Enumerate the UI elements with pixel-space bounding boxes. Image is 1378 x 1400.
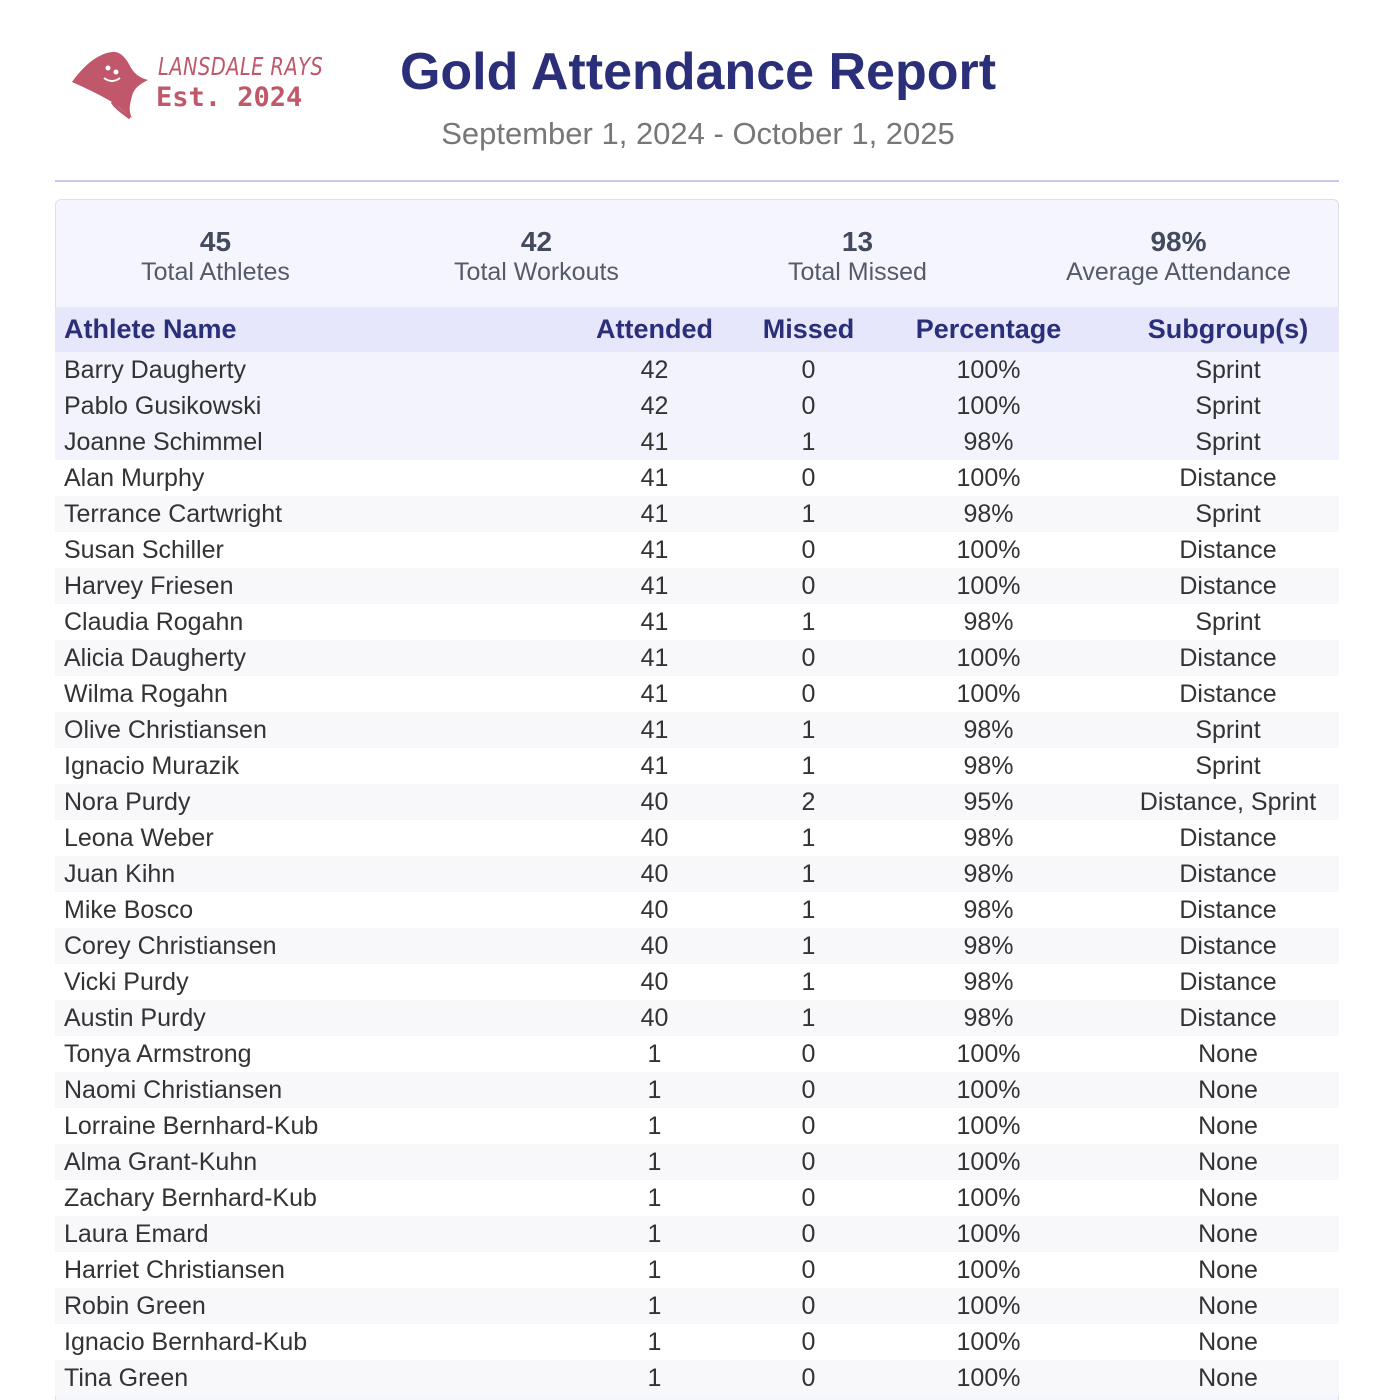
stat-average-attendance [1018, 226, 1339, 286]
subgroups-cell: Distance [1117, 676, 1339, 712]
athlete-name-cell: Olive Christiansen [55, 712, 552, 748]
percentage-cell: 100% [860, 352, 1117, 388]
athlete-name-cell: Harriet Christiansen [55, 1252, 552, 1288]
header-divider [55, 180, 1339, 182]
stat-label: Average Attendance [1066, 258, 1291, 286]
attended-cell: 41 [552, 748, 757, 784]
athlete-name-cell: Susan Schiller [55, 532, 552, 568]
missed-cell: 0 [757, 1144, 860, 1180]
table-row [55, 1036, 1339, 1072]
athlete-name-cell: Juan Kihn [55, 856, 552, 892]
percentage-cell: 100% [860, 568, 1117, 604]
subgroups-cell: Distance [1117, 568, 1339, 604]
summary-stats [55, 226, 1339, 286]
stat-value: 45 [199, 226, 232, 257]
athlete-name-cell: Wilma Rogahn [55, 676, 552, 712]
attended-cell: 40 [552, 892, 757, 928]
percentage-cell: 98% [860, 604, 1117, 640]
table-row [55, 640, 1339, 676]
athlete-name-cell: Laura Emard [55, 1216, 552, 1252]
attended-cell: 42 [552, 388, 757, 424]
table-row [55, 1144, 1339, 1180]
stat-label: Total Missed [788, 258, 927, 286]
athlete-name-cell: Pablo Gusikowski [55, 388, 552, 424]
table-row [55, 388, 1339, 424]
athlete-name-cell: Alicia Daugherty [55, 640, 552, 676]
attended-cell: 1 [552, 1036, 757, 1072]
stat-total-workouts [376, 226, 697, 286]
subgroups-cell: Distance [1117, 892, 1339, 928]
percentage-cell: 100% [860, 388, 1117, 424]
subgroups-cell: None [1117, 1360, 1339, 1396]
percentage-cell: 98% [860, 820, 1117, 856]
percentage-cell: 98% [860, 1000, 1117, 1036]
table-row [55, 460, 1339, 496]
table-row [55, 568, 1339, 604]
table-row [55, 532, 1339, 568]
percentage-cell: 100% [860, 460, 1117, 496]
column-header-missed: Missed [762, 314, 855, 344]
table-header-row [55, 307, 1339, 352]
table-row [55, 856, 1339, 892]
attended-cell: 41 [552, 604, 757, 640]
missed-cell: 2 [757, 784, 860, 820]
percentage-cell: 100% [860, 1036, 1117, 1072]
subgroups-cell: Sprint [1117, 424, 1339, 460]
athlete-name-cell: Mike Bosco [55, 892, 552, 928]
table-row [55, 1180, 1339, 1216]
missed-cell: 0 [757, 352, 860, 388]
attended-cell: 41 [552, 532, 757, 568]
attended-cell: 1 [552, 1216, 757, 1252]
subgroups-cell: Distance [1117, 460, 1339, 496]
percentage-cell: 100% [860, 1360, 1117, 1396]
attended-cell: 40 [552, 964, 757, 1000]
athlete-name-cell: Ignacio Bernhard-Kub [55, 1324, 552, 1360]
subgroups-cell: Sprint [1117, 496, 1339, 532]
athlete-name-cell: Vicki Purdy [55, 964, 552, 1000]
missed-cell: 0 [757, 1108, 860, 1144]
subgroups-cell: Distance, Sprint [1117, 784, 1339, 820]
table-row [55, 820, 1339, 856]
report-title: Gold Attendance Report [399, 43, 997, 101]
column-header-percentage: Percentage [915, 314, 1062, 344]
stat-value: 13 [841, 226, 874, 257]
attended-cell: 41 [552, 712, 757, 748]
missed-cell: 0 [757, 1252, 860, 1288]
column-header-athlete-name: Athlete Name [64, 314, 237, 344]
missed-cell: 1 [757, 424, 860, 460]
subgroups-cell: None [1117, 1180, 1339, 1216]
missed-cell: 0 [757, 1216, 860, 1252]
table-row [55, 1216, 1339, 1252]
athlete-name-cell: Naomi Christiansen [55, 1072, 552, 1108]
table-row [55, 712, 1339, 748]
missed-cell: 1 [757, 712, 860, 748]
percentage-cell: 100% [860, 1252, 1117, 1288]
stat-value: 42 [520, 226, 553, 257]
percentage-cell: 98% [860, 712, 1117, 748]
percentage-cell: 100% [860, 676, 1117, 712]
missed-cell: 0 [757, 676, 860, 712]
percentage-cell: 100% [860, 1324, 1117, 1360]
table-row [55, 496, 1339, 532]
athlete-name-cell: Alan Murphy [55, 460, 552, 496]
attended-cell: 41 [552, 568, 757, 604]
attended-cell: 1 [552, 1108, 757, 1144]
missed-cell: 1 [757, 748, 860, 784]
stat-total-missed [697, 226, 1018, 286]
athlete-name-cell: Claudia Rogahn [55, 604, 552, 640]
attended-cell: 41 [552, 676, 757, 712]
athlete-name-cell: Lorraine Bernhard-Kub [55, 1108, 552, 1144]
logo-established: Est. 2024 [156, 82, 303, 113]
percentage-cell: 98% [860, 964, 1117, 1000]
attended-cell: 40 [552, 820, 757, 856]
percentage-cell: 98% [860, 856, 1117, 892]
attended-cell: 1 [552, 1288, 757, 1324]
missed-cell: 0 [757, 1288, 860, 1324]
subgroups-cell: None [1117, 1108, 1339, 1144]
percentage-cell: 100% [860, 640, 1117, 676]
percentage-cell: 98% [860, 748, 1117, 784]
attended-cell: 41 [552, 424, 757, 460]
subgroups-cell: None [1117, 1216, 1339, 1252]
percentage-cell: 95% [860, 784, 1117, 820]
athlete-name-cell: Joanne Schimmel [55, 424, 552, 460]
table-row [55, 1252, 1339, 1288]
stat-value: 98% [1150, 226, 1207, 257]
subgroups-cell: None [1117, 1252, 1339, 1288]
stat-total-athletes [55, 226, 376, 286]
attended-cell: 40 [552, 1000, 757, 1036]
athlete-name-cell: Robin Green [55, 1288, 552, 1324]
percentage-cell: 98% [860, 496, 1117, 532]
missed-cell: 0 [757, 388, 860, 424]
subgroups-cell: Sprint [1117, 352, 1339, 388]
attended-cell: 1 [552, 1360, 757, 1396]
missed-cell: 1 [757, 928, 860, 964]
missed-cell: 1 [757, 964, 860, 1000]
table-row [55, 604, 1339, 640]
athlete-name-cell: Austin Purdy [55, 1000, 552, 1036]
missed-cell: 0 [757, 1180, 860, 1216]
table-row [55, 892, 1339, 928]
subgroups-cell: Sprint [1117, 748, 1339, 784]
attended-cell: 1 [552, 1144, 757, 1180]
athlete-name-cell: Corey Christiansen [55, 928, 552, 964]
missed-cell: 0 [757, 1036, 860, 1072]
attended-cell: 1 [552, 1252, 757, 1288]
missed-cell: 0 [757, 568, 860, 604]
table-row [55, 964, 1339, 1000]
subgroups-cell: None [1117, 1288, 1339, 1324]
attended-cell: 40 [552, 856, 757, 892]
athlete-name-cell: Tonya Armstrong [55, 1036, 552, 1072]
athlete-name-cell: Barry Daugherty [55, 352, 552, 388]
report-date-range: September 1, 2024 - October 1, 2025 [441, 116, 955, 151]
missed-cell: 1 [757, 496, 860, 532]
athlete-name-cell: Tina Green [55, 1360, 552, 1396]
missed-cell: 0 [757, 1324, 860, 1360]
table-body [55, 352, 1339, 1396]
table-row [55, 1324, 1339, 1360]
subgroups-cell: None [1117, 1072, 1339, 1108]
subgroups-cell: Sprint [1117, 712, 1339, 748]
table-row [55, 352, 1339, 388]
athlete-name-cell: Alma Grant-Kuhn [55, 1144, 552, 1180]
missed-cell: 1 [757, 604, 860, 640]
table-row [55, 424, 1339, 460]
percentage-cell: 100% [860, 1072, 1117, 1108]
percentage-cell: 100% [860, 1144, 1117, 1180]
attended-cell: 1 [552, 1324, 757, 1360]
subgroups-cell: None [1117, 1324, 1339, 1360]
athlete-name-cell: Harvey Friesen [55, 568, 552, 604]
percentage-cell: 100% [860, 1108, 1117, 1144]
subgroups-cell: Distance [1117, 532, 1339, 568]
percentage-cell: 100% [860, 1288, 1117, 1324]
column-header-attended: Attended [596, 314, 713, 344]
missed-cell: 0 [757, 460, 860, 496]
athlete-name-cell: Ignacio Murazik [55, 748, 552, 784]
table-row [55, 1072, 1339, 1108]
logo-team-name: LANSDALE RAYS [158, 52, 324, 81]
attended-cell: 41 [552, 460, 757, 496]
table-row [55, 748, 1339, 784]
athlete-name-cell: Leona Weber [55, 820, 552, 856]
subgroups-cell: Distance [1117, 640, 1339, 676]
table-row [55, 1360, 1339, 1396]
percentage-cell: 98% [860, 424, 1117, 460]
missed-cell: 0 [757, 1072, 860, 1108]
athlete-name-cell: Terrance Cartwright [55, 496, 552, 532]
attended-cell: 41 [552, 640, 757, 676]
athlete-name-cell: Zachary Bernhard-Kub [55, 1180, 552, 1216]
subgroups-cell: None [1117, 1036, 1339, 1072]
subgroups-cell: Distance [1117, 964, 1339, 1000]
subgroups-cell: Distance [1117, 1000, 1339, 1036]
table-row [55, 1000, 1339, 1036]
missed-cell: 0 [757, 532, 860, 568]
missed-cell: 1 [757, 892, 860, 928]
table-row [55, 1288, 1339, 1324]
stat-label: Total Workouts [454, 258, 619, 286]
attended-cell: 40 [552, 784, 757, 820]
percentage-cell: 100% [860, 1216, 1117, 1252]
table-row [55, 928, 1339, 964]
subgroups-cell: None [1117, 1144, 1339, 1180]
percentage-cell: 100% [860, 1180, 1117, 1216]
missed-cell: 1 [757, 1000, 860, 1036]
attended-cell: 41 [552, 496, 757, 532]
table-row [55, 784, 1339, 820]
attended-cell: 1 [552, 1072, 757, 1108]
percentage-cell: 98% [860, 928, 1117, 964]
subgroups-cell: Sprint [1117, 388, 1339, 424]
missed-cell: 0 [757, 640, 860, 676]
missed-cell: 1 [757, 856, 860, 892]
attendance-table [55, 307, 1339, 1396]
subgroups-cell: Sprint [1117, 604, 1339, 640]
table-row [55, 676, 1339, 712]
attended-cell: 1 [552, 1180, 757, 1216]
attended-cell: 42 [552, 352, 757, 388]
percentage-cell: 98% [860, 892, 1117, 928]
attended-cell: 40 [552, 928, 757, 964]
percentage-cell: 100% [860, 532, 1117, 568]
missed-cell: 1 [757, 820, 860, 856]
column-header-subgroups: Subgroup(s) [1147, 314, 1309, 344]
subgroups-cell: Distance [1117, 820, 1339, 856]
athlete-name-cell: Nora Purdy [55, 784, 552, 820]
table-row [55, 1108, 1339, 1144]
missed-cell: 0 [757, 1360, 860, 1396]
subgroups-cell: Distance [1117, 856, 1339, 892]
stat-label: Total Athletes [141, 258, 290, 286]
subgroups-cell: Distance [1117, 928, 1339, 964]
